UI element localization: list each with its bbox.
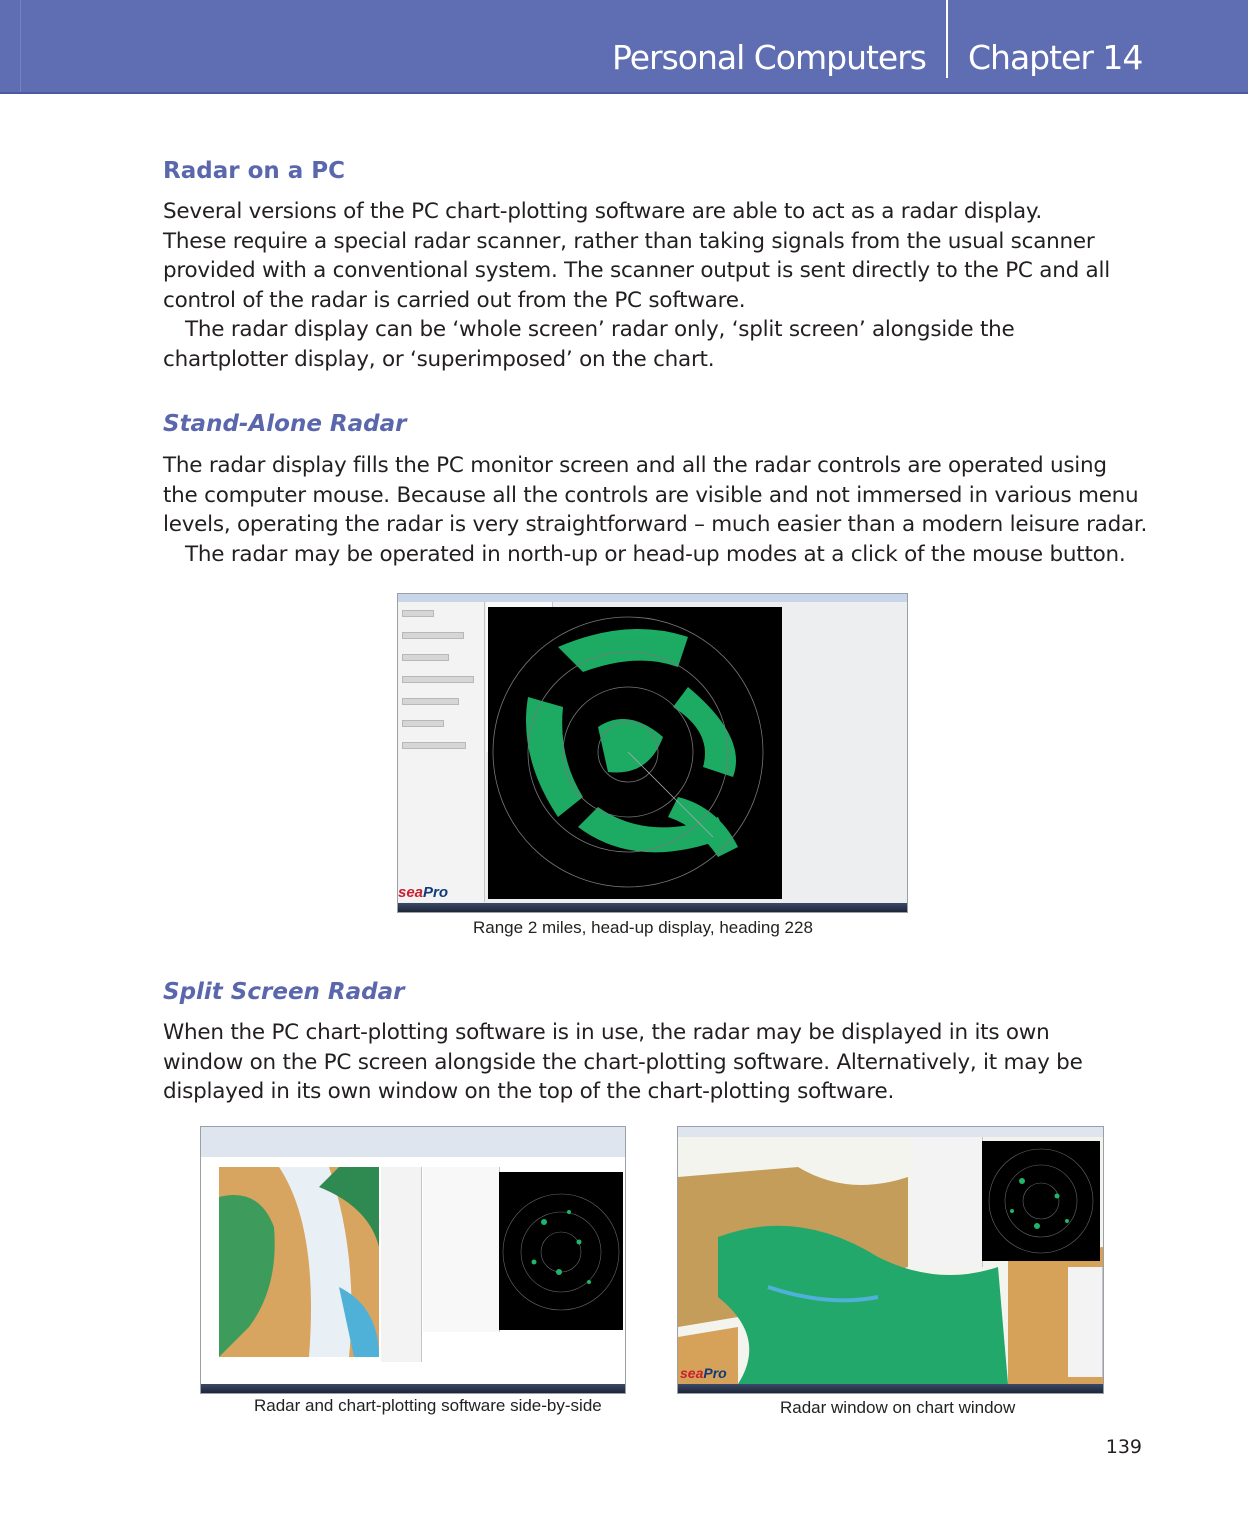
paragraph-radar-on-pc xyxy=(163,197,1110,374)
radar-echoes xyxy=(1010,1178,1069,1229)
header-section-title: Personal Computers xyxy=(611,38,926,77)
taskbar xyxy=(678,1384,1103,1393)
header-divider xyxy=(946,0,948,78)
radar-scope-small xyxy=(499,1172,623,1330)
panel-control xyxy=(402,698,459,705)
caption-radar-overlay: Radar window on chart window xyxy=(780,1398,1016,1417)
text-line: The radar display can be ‘whole screen’ radar only, ‘split screen’ alongside the xyxy=(185,317,1015,342)
text-line: The radar may be operated in north-up or head-up modes at a click of the mouse button. xyxy=(185,541,1126,567)
radar-scope xyxy=(488,607,782,899)
heading-stand-alone-radar: Stand-Alone Radar xyxy=(163,411,407,437)
overlay-side-panel xyxy=(1068,1267,1103,1377)
heading-radar-on-pc: Radar on a PC xyxy=(163,158,346,184)
chart-map-drawing xyxy=(219,1167,379,1357)
figure-standalone-radar xyxy=(397,593,908,913)
paragraph-split-screen-radar xyxy=(163,1018,1083,1107)
heading-split-screen-radar: Split Screen Radar xyxy=(163,979,405,1005)
caption-standalone-radar: Range 2 miles, head-up display, heading 228 xyxy=(473,918,813,937)
radar-display-overlay xyxy=(982,1141,1100,1261)
range-rings xyxy=(989,1149,1093,1253)
panel-control xyxy=(402,676,474,683)
radar-echoes xyxy=(532,1210,592,1284)
seapro-logo: seaPro xyxy=(398,884,449,901)
panel-control xyxy=(402,742,466,749)
page-number: 139 xyxy=(1105,1436,1142,1458)
radar-display xyxy=(488,607,782,899)
range-rings xyxy=(503,1194,619,1310)
heading-line xyxy=(628,752,713,837)
text-line: provided with a conventional system. The scanner output is sent directly to the PC and all xyxy=(163,258,1110,283)
figure-radar-overlay xyxy=(677,1126,1104,1394)
panel-control xyxy=(402,610,434,617)
radar-controls xyxy=(423,1167,500,1332)
text-line: window on the PC screen alongside the chart-plotting software. Alternatively, it may be xyxy=(163,1049,1083,1075)
chart-toolbar xyxy=(678,1127,1103,1137)
caption-side-by-side: Radar and chart-plotting software side-by-side xyxy=(254,1396,602,1415)
header-edge-line xyxy=(20,0,21,92)
text-line: chartplotter display, or ‘superimposed’ on the chart. xyxy=(163,346,715,372)
text-line: These require a special radar scanner, rather than taking signals from the usual scanner xyxy=(163,228,1095,254)
panel-control xyxy=(402,720,444,727)
chart-toolbar xyxy=(201,1127,625,1157)
taskbar xyxy=(201,1384,625,1393)
text-line: Several versions of the PC chart-plotting software are able to act as a radar display. xyxy=(163,199,1042,224)
text-line: When the PC chart-plotting software is in use, the radar may be displayed in its own xyxy=(163,1020,1050,1045)
radar-control-panel xyxy=(398,602,485,902)
text-line: displayed in its own window on the top of the chart-plotting software. xyxy=(163,1079,895,1104)
panel-control xyxy=(402,632,464,639)
window-titlebar xyxy=(398,594,907,602)
header-chapter-title: Chapter 14 xyxy=(968,38,1143,77)
panel-control xyxy=(402,654,449,661)
page-header xyxy=(0,0,1248,94)
text-line: control of the radar is carried out from the PC software. xyxy=(163,287,746,313)
paragraph-stand-alone-radar xyxy=(163,451,1147,569)
figure-side-by-side xyxy=(200,1126,626,1394)
text-line: The radar display fills the PC monitor screen and all the radar controls are operated using xyxy=(163,453,1107,478)
text-line: the computer mouse. Because all the controls are visible and not immersed in various menu xyxy=(163,482,1139,508)
taskbar xyxy=(398,903,907,912)
text-line: levels, operating the radar is very straightforward – much easier than a modern leisure radar. xyxy=(163,512,1148,537)
chart-side-panel xyxy=(381,1167,422,1362)
radar-scope-overlay xyxy=(982,1141,1100,1261)
seapro-logo: seaPro xyxy=(680,1365,727,1381)
radar-display-small xyxy=(499,1172,623,1330)
chart-map xyxy=(219,1167,379,1357)
radar-controls xyxy=(912,1137,983,1267)
